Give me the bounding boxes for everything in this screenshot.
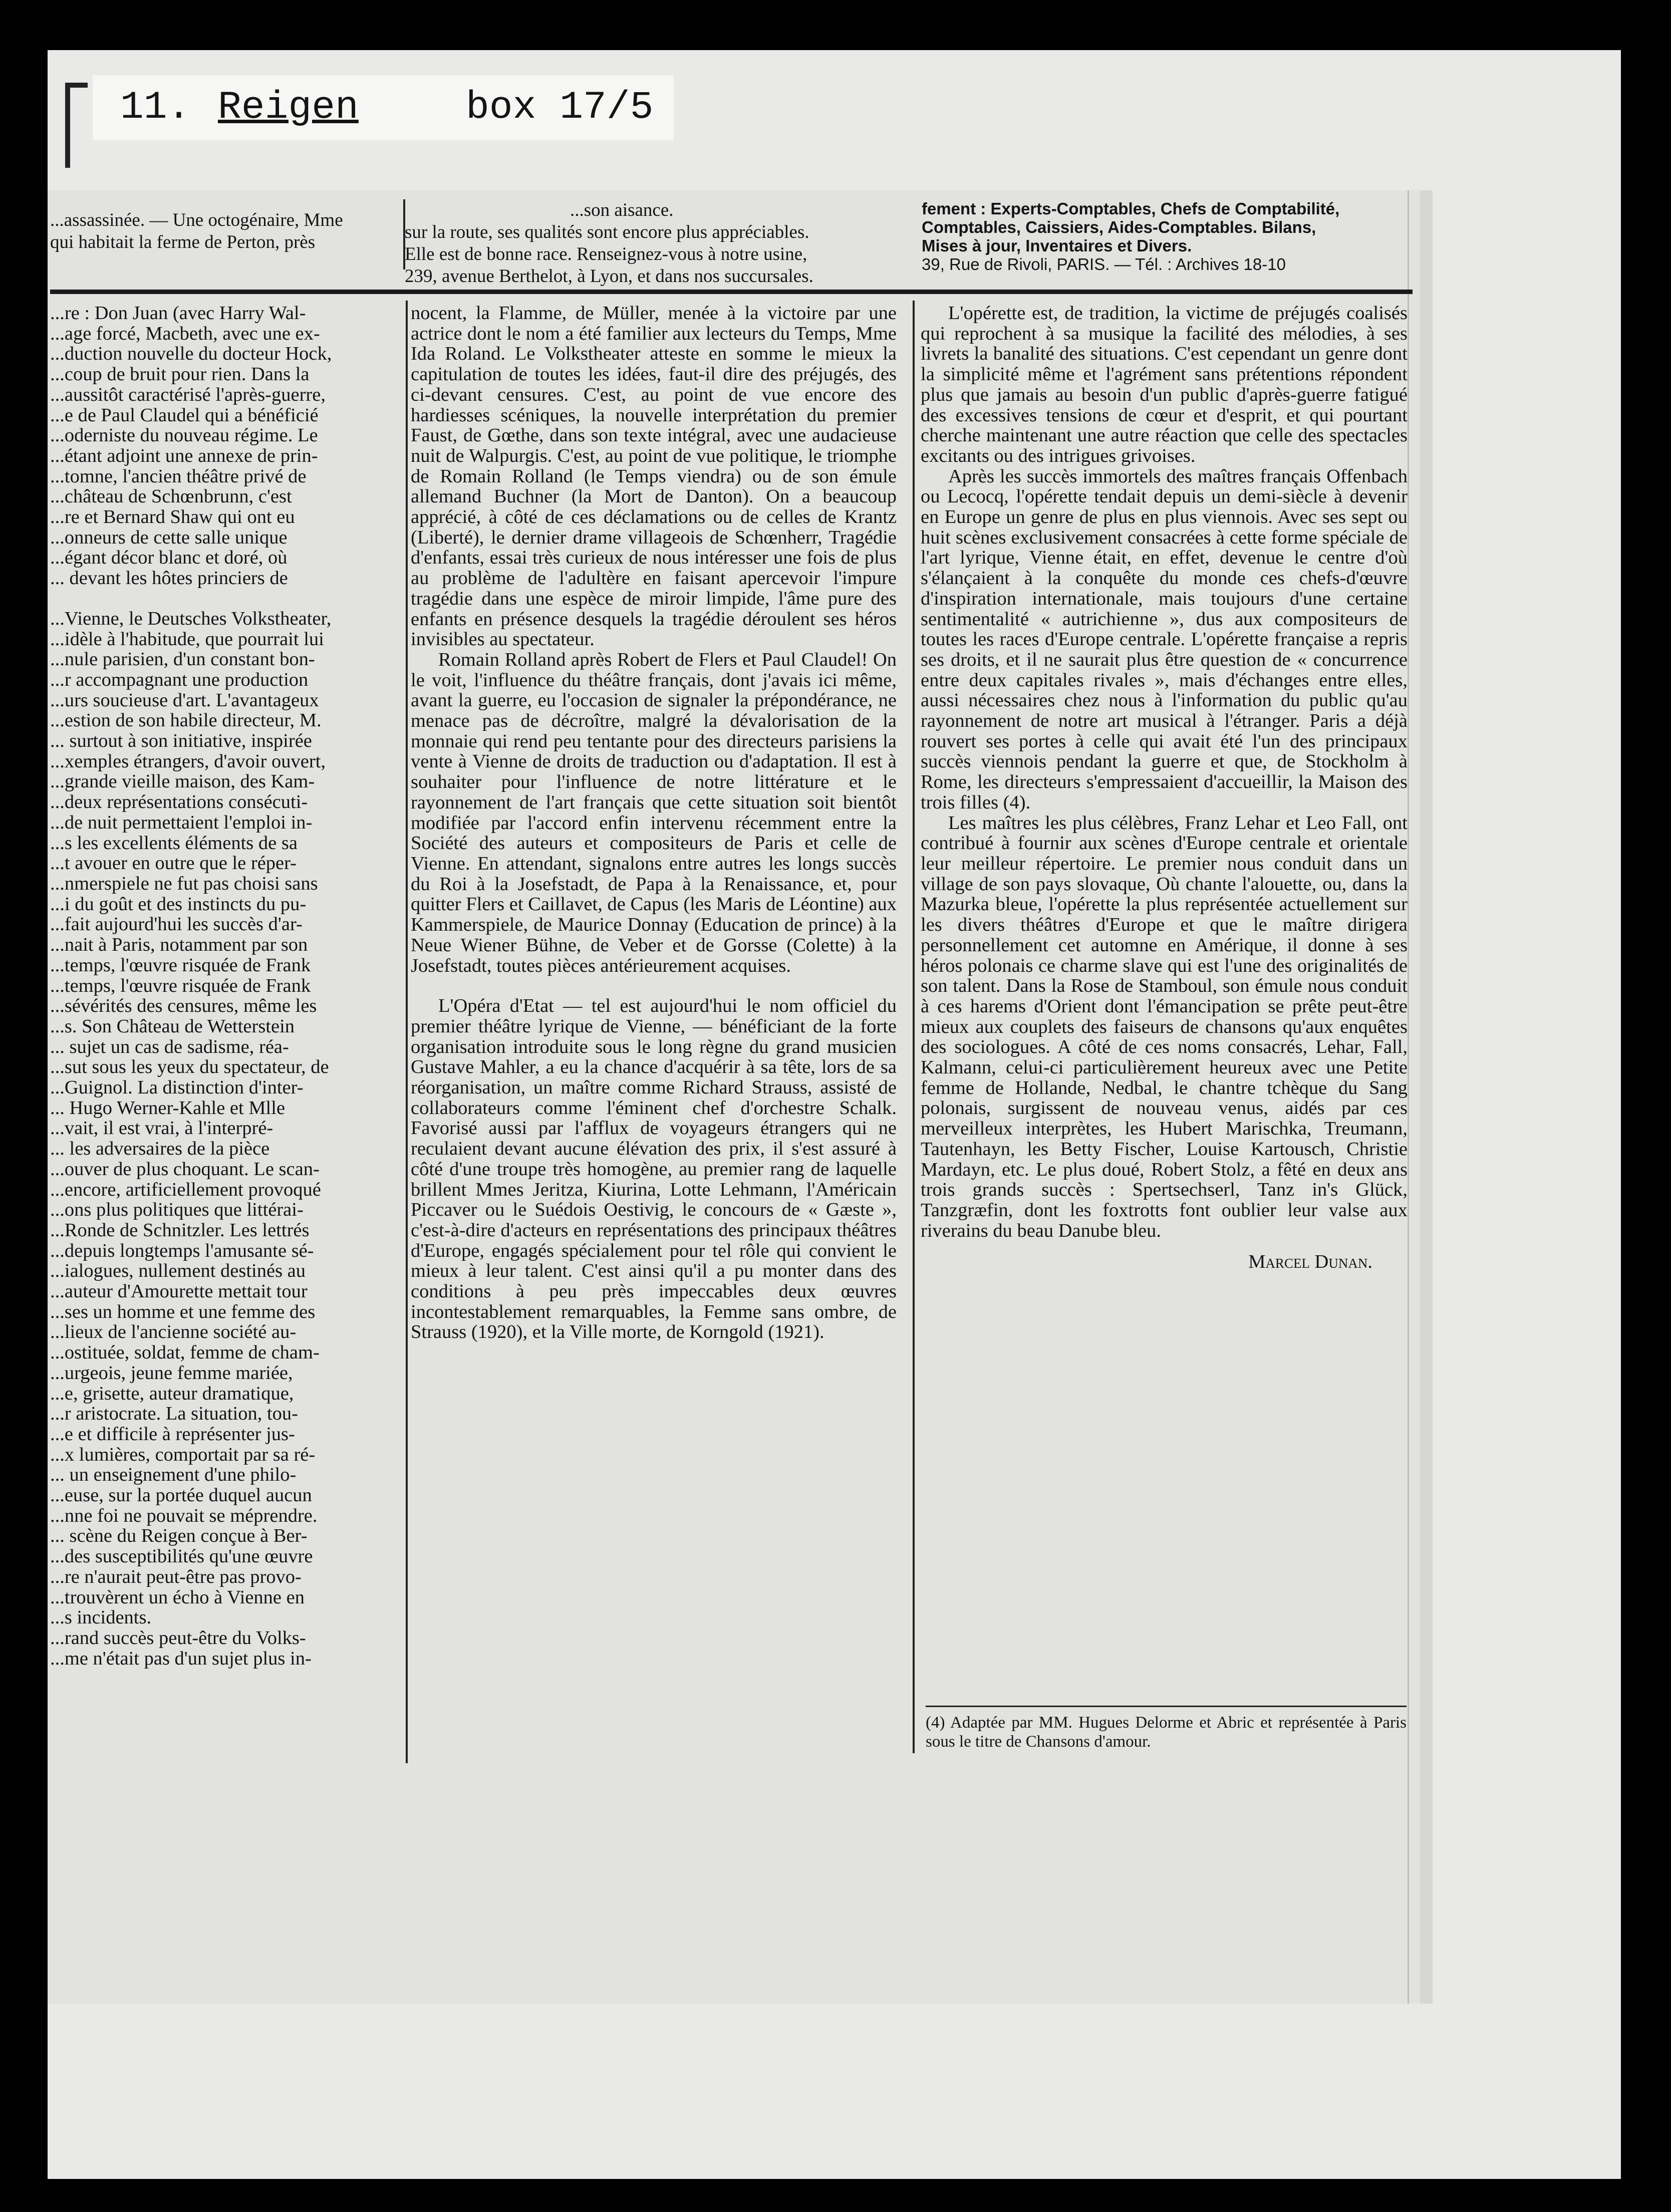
text-line: ...sévérités des censures, même les [50,995,317,1017]
snippet-line: ...assassinée. — Une octogénaire, Mme [50,210,343,230]
clipping-edge [1420,190,1433,2004]
text-line: ...depuis longtemps l'amusante sé- [50,1240,314,1261]
snippet-line: Mises à jour, Inventaires et Divers. [922,236,1192,255]
text-line: ...nmerspiele ne fut pas choisi sans [50,873,318,894]
column-left [50,303,403,1826]
text-line: ...ons plus politiques que littérai- [50,1199,304,1221]
paragraph: L'opérette est, de tradition, la victime de préjugés coalisés qui reprochent à sa musique la facilité des mélodies, à ses livrets la banalité des situations. C'est cependant un genre dont la simplicité même et l'agrément sans prétentions répondent plus que jamais au besoin d'un public d'après-guerre fatigué des excessives tensions de cœur et d'esprit, et qui pourtant cherche maintenant une autre réaction que celle des spectacles excitants ou des intrigues grivoises. [921,303,1408,466]
text-line: ...s les excellents éléments de sa [50,832,298,854]
text-line: ...ostituée, soldat, femme de cham- [50,1342,320,1363]
text-line: ...auteur d'Amourette mettait tour [50,1281,308,1302]
text-line: ...e de Paul Claudel qui a bénéficié [50,404,319,426]
text-line: ... un enseignement d'une philo- [50,1464,297,1486]
text-line: ...deux représentations consécuti- [50,791,308,813]
text-line: ...aussitôt caractérisé l'après-guerre, [50,384,326,405]
text-line: ...i du goût et des instincts du pu- [50,893,307,915]
corner-mark-top [65,83,88,88]
text-line: ...estion de son habile directeur, M. [50,710,322,731]
text-line: ...r aristocrate. La situation, tou- [50,1403,298,1425]
text-line: ...re : Don Juan (avec Harry Wal- [50,303,306,324]
text-line: ... Hugo Werner-Kahle et Mlle [50,1097,286,1119]
top-snippet-right-ad [922,199,1418,280]
label-number: 11. [120,86,191,130]
text-line: ...xemples étrangers, d'avoir ouvert, [50,750,326,772]
text-line: ...temps, l'œuvre risquée de Frank [50,954,311,976]
text-line: ...lieux de l'ancienne société au- [50,1321,297,1343]
text-line: ...encore, artificiellement provoqué [50,1179,321,1200]
text-line: ...temps, l'œuvre risquée de Frank [50,975,311,996]
text-line: ...ouver de plus choquant. Le scan- [50,1158,320,1180]
text-line: ...age forcé, Macbeth, avec une ex- [50,323,320,344]
text-line: ...de nuit permettaient l'emploi in- [50,811,313,833]
text-line: ...idèle à l'habitude, que pourrait lui [50,628,324,650]
text-line: ... devant les hôtes princiers de [50,568,288,589]
snippet-line: sur la route, ses qualités sont encore plus appréciables. [405,222,809,242]
snippet-line: Elle est de bonne race. Renseignez-vous à notre usine, [405,244,807,264]
text-line: ...t avouer en outre que le réper- [50,853,297,874]
label-title: Reigen [218,86,359,130]
text-line: ...e et difficile à représenter jus- [50,1423,295,1445]
archive-label [93,75,674,140]
text-line: ...égant décor blanc et doré, où [50,547,288,569]
text-line: ...urgeois, jeune femme mariée, [50,1362,293,1384]
footnote-rule [926,1706,1407,1707]
snippet-line: ...son aisance. [570,200,674,220]
text-line: ... surtout à son initiative, inspirée [50,730,312,752]
text-line: ... scène du Reigen conçue à Ber- [50,1525,308,1547]
text-line: ...onneurs de cette salle unique [50,526,288,548]
text-line: ... les adversaires de la pièce [50,1138,270,1160]
text-line: ...re et Bernard Shaw qui ont eu [50,506,295,528]
text-line: ...re n'aurait peut-être pas provo- [50,1566,302,1587]
text-line: ...Ronde de Schnitzler. Les lettrés [50,1219,310,1241]
text-line: ...étant adjoint une annexe de prin- [50,445,318,466]
text-line: ...s. Son Château de Wetterstein [50,1015,295,1037]
snippet-address: 39, Rue de Rivoli, PARIS. — Tél. : Archives 18-10 [922,255,1286,273]
text-line: ...fait aujourd'hui les succès d'ar- [50,914,303,935]
text-line: ...r accompagnant une production [50,669,309,690]
text-line: ...s incidents. [50,1607,152,1628]
text-line: ...tomne, l'ancien théâtre privé de [50,465,307,487]
top-snippet-left [50,209,401,259]
paragraph: nocent, la Flamme, de Müller, menée à la victoire par une actrice dont le nom a été familier aux lecteurs du Temps, Mme Ida Roland. Le Volkstheater atteste en somme le mieux la capitulation de toutes les idées, faut-il dire des préjugés, des ci-devant censures. C'est, au point de vue encore des hardiesses scéniques, la nouvelle interprétation du premier Faust, de Gœthe, dans son texte intégral, avec une audacieuse nuit de Walpurgis. C'est, au point de vue politique, le triomphe de Romain Rolland (le Temps viendra) ou de son émule allemand Buchner (la Mort de Danton). On a beaucoup apprécié, à côté de ces déclamations ou de celles de Krantz (Liberté), le dernier drame villageois de Schœnherr, Tragédie d'enfants, essai très curieux de nous intéresser une fois de plus au problème de l'adultère en faisant apercevoir l'impure tragédie dans une espèce de miroir limpide, l'âme pure des enfants en présence desquels la tragédie déroulent ses héros invisibles au spectateur. [411,303,897,650]
text-line: ...château de Schœnbrunn, c'est [50,486,292,507]
snippet-line: fement : Experts-Comptables, Chefs de Comptabilité, [922,199,1340,218]
author-signature: Marcel Dunan. [1248,1251,1372,1273]
text-line: ...coup de bruit pour rien. Dans la [50,364,310,385]
paragraph: Après les succès immortels des maîtres français Offenbach ou Lecocq, l'opérette tendait depuis un demi-siècle à devenir en Europe un genre de plus en plus viennois. Avec ses sept ou huit scènes exclusivement consacrées à cette forme spéciale de l'art lyrique, Vienne était, en effet, devenue le centre d'où s'élançaient à la conquête du monde ces chefs-d'œuvre d'inspiration internationale, mais toujours d'une certaine sentimentalité « autrichienne », dus aux compositeurs de toutes les races d'Europe centrale. L'opérette française a repris ses droits, et il ne saurait plus être question de « concurrence entre deux capitales rivales », mais d'échanges entre elles, aussi nécessaires chez nous à l'information du public qu'au rayonnement de notre art musical à l'étranger. Paris a déjà rouvert ses portes à celle qui avait été l'un des principaux succès viennois pendant la guerre et que, de Stockholm à Rome, les directeurs s'empressaient d'accueillir, la Maison des trois filles (4). [921,465,1408,813]
column-rule [406,301,408,1763]
text-line: ...Guignol. La distinction d'inter- [50,1077,304,1098]
text-line: ...x lumières, comportait par sa ré- [50,1444,316,1465]
text-line: ...ses un homme et une femme des [50,1301,316,1322]
paragraph: L'Opéra d'Etat — tel est aujourd'hui le nom officiel du premier théâtre lyrique de Vienne, — bénéficiant de la forte organisation introduite sous le long règne du grand musicien Gustave Mahler, a eu la chance d'acquérir à sa tête, lors de sa réorganisation, un maître comme Richard Strauss, assisté de collaborateurs comme l'éminent chef d'orchestre Schalk. Favorisé aussi par l'afflux de voyageurs étrangers qui ne reculaient devant aucune élévation des prix, il s'est assuré à côté d'une troupe très homogène, au premier rang de laquelle brillent Mmes Jeritza, Kiurina, Lotte Lehmann, l'Américain Piccaver ou le Suédois Oestivig, le concours de « Gæste », c'est-à-dire d'acteurs en représentations des principaux théâtres d'Europe, engagés spécialement pour tel rôle qui convient le mieux à leur talent. C'est ainsi qu'il a pu monter dans des conditions à peu près impeccables deux œuvres incontestablement remarquables, la Femme sans ombre, de Strauss (1920), et la Ville morte, de Korngold (1921). [411,995,897,1343]
text-line: ...euse, sur la portée duquel aucun [50,1485,312,1506]
column-rule [913,301,915,1753]
text-line: ...e, grisette, auteur dramatique, [50,1382,294,1404]
text-line: ...ialogues, nullement destinés au [50,1260,306,1282]
corner-mark [65,83,70,168]
text-line: ...duction nouvelle du docteur Hock, [50,343,332,365]
footnote: (4) Adaptée par MM. Hugues Delorme et Abric et représentée à Paris sous le titre de Chansons d'amour. [926,1714,1407,1751]
text-line: ...Vienne, le Deutsches Volkstheater, [50,608,332,629]
text-line: ...sut sous les yeux du spectateur, de [50,1056,329,1078]
text-line: ... sujet un cas de sadisme, réa- [50,1036,289,1057]
paragraph: Romain Rolland après Robert de Flers et Paul Claudel! On le voit, l'influence du théâtre français, dont j'avais ici même, avant la guerre, eu l'occasion de signaler la prépondérance, ne menace pas de décroître, malgré la dévalorisation de la monnaie qui rend peu tentante pour des directeurs parisiens la vente à Vienne de droits de traduction ou d'adaptation. Il est à souhaiter pour l'influence de notre littérature et le rayonnement de l'art français que cette situation soit bientôt modifiée par l'accord enfin intervenu récemment entre la Société des auteurs et compositeurs de Paris et celle de Vienne. En attendant, signalons entre autres les longs succès du Roi à la Josefstadt, de Papa à la Renaissance, et, pour quitter Flers et Caillavet, de Capus (les Maris de Léontine) aux Kammerspiele, de Maurice Donnay (Education de prince) à la Neue Wiener Bühne, de Veber et de Gorsse (Colette) à la Josefstadt, toutes pièces antérieurement acquises. [411,649,897,976]
text-line: ...grande vieille maison, des Kam- [50,771,315,792]
text-line: ...nne foi ne pouvait se méprendre. [50,1505,318,1526]
snippet-line: 239, avenue Berthelot, à Lyon, et dans nos succursales. [405,266,813,287]
text-line: ...nule parisien, d'un constant bon- [50,649,315,670]
column-middle [411,303,897,1766]
paragraph-gap [411,976,897,996]
text-line: ...trouvèrent un écho à Vienne en [50,1586,305,1608]
text-line: ...rand succès peut-être du Volks- [50,1627,306,1648]
label-box: box 17/5 [466,86,654,130]
text-line: ...urs soucieuse d'art. L'avantageux [50,689,319,711]
text-line: ...vait, il est vrai, à l'interpré- [50,1118,273,1139]
text-line: ...des susceptibilités qu'une œuvre [50,1546,313,1567]
snippet-line: qui habitait la ferme de Perton, près [50,232,316,252]
top-snippet-middle [405,199,901,287]
text-line: ...nait à Paris, notamment par son [50,934,308,956]
text-line: ...oderniste du nouveau régime. Le [50,425,318,446]
margin-line [1408,190,1409,2004]
text-line: ...me n'était pas d'un sujet plus in- [50,1647,312,1669]
paragraph: Les maîtres les plus célèbres, Franz Lehar et Leo Fall, ont contribué à fournir aux scènes d'Europe centrale et orientale leur meilleur répertoire. Le premier nous conduit dans un village de son pays slovaque, Où chante l'alouette, ou, dans la Mazurka bleue, l'opérette la plus représentée actuellement sur les divers théâtres d'Europe et que le maître dirigera personnellement cet automne en Amérique, il donne à ses héros polonais ce charme slave qui est l'une des originalités de son talent. Dans la Rose de Stamboul, son émule nous conduit à ces harems d'Orient dont l'émancipation se prête peut-être mieux aux couplets des faiseurs de chansons qu'aux enquêtes des sociologues. A côté de ces noms consacrés, Lehar, Fall, Kalmann, celui-ci particulièrement heureux avec une Petite femme de Hollande, Nedbal, le chantre tchèque du Sang polonais, surgissent de nouveau venus, aidés par ces merveilleux interprètes, les Hubert Marischka, Treumann, Tautenhayn, les Betty Fischer, Louise Kartousch, Christie Mardayn, etc. Le plus doué, Robert Stolz, a fêté en deux ans trois grands succès : Spertsechserl, Tanz in's Glück, Tanzgræfin, dont les foxtrotts font oublier leur valse aux riverains du beau Danube bleu. [921,812,1408,1241]
column-right [921,303,1408,1691]
header-rule [50,290,1413,294]
snippet-line: Comptables, Caissiers, Aides-Comptables. Bilans, [922,218,1316,236]
paragraph-gap [50,589,403,609]
